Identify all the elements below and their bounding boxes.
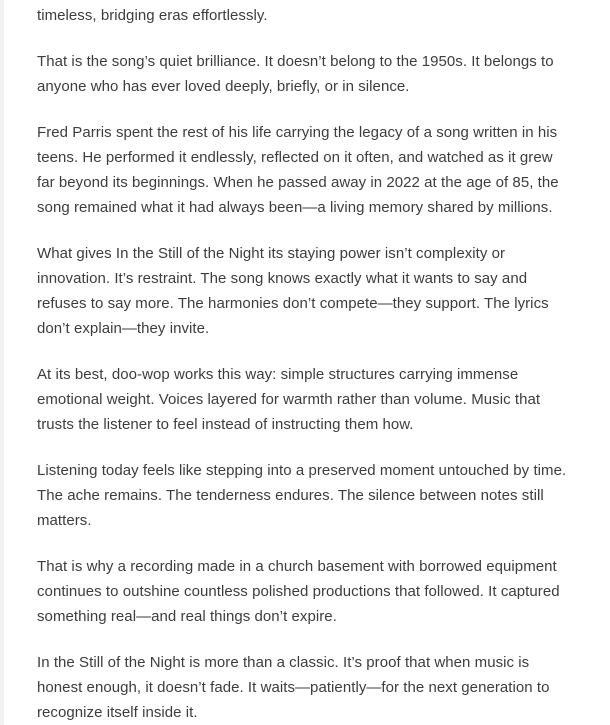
paragraph-1	[37, 3, 597, 28]
paragraph-4	[37, 241, 597, 341]
paragraph-line: At its best, doo-wop works this way: simple structures carrying immense	[37, 366, 519, 383]
page-left-border	[0, 0, 4, 725]
paragraph-line: something real—and real things don’t expire.	[37, 608, 337, 625]
paragraph-line: innovation. It’s restraint. The song knows exactly what it wants to say and	[37, 270, 528, 287]
article-body	[37, 3, 597, 725]
paragraph-line: Listening today feels like stepping into a preserved moment untouched by time.	[37, 462, 567, 479]
paragraph-5	[37, 362, 597, 437]
paragraph-line: honest enough, it doesn’t fade. It waits—patiently—for the next generation to	[37, 679, 550, 696]
paragraph-line: trusts the listener to feel instead of instructing them how.	[37, 416, 414, 433]
paragraph-line: song remained what it had always been—a living memory shared by millions.	[37, 199, 553, 216]
paragraph-line: In the Still of the Night is more than a classic. It’s proof that when music is	[37, 654, 530, 671]
paragraph-8	[37, 650, 597, 725]
paragraph-line: anyone who has ever loved deeply, briefly, or in silence.	[37, 78, 410, 95]
paragraph-line: matters.	[37, 512, 92, 529]
paragraph-line: That is the song’s quiet brilliance. It doesn’t belong to the 1950s. It belongs to	[37, 53, 554, 70]
paragraph-line: teens. He performed it endlessly, reflected on it often, and watched as it grew	[37, 149, 553, 166]
paragraph-line: refuses to say more. The harmonies don’t compete—they support. The lyrics	[37, 295, 549, 312]
paragraph-line: recognize itself inside it.	[37, 704, 198, 721]
paragraph-line: Fred Parris spent the rest of his life carrying the legacy of a song written in his	[37, 124, 558, 141]
paragraph-line: That is why a recording made in a church basement with borrowed equipment	[37, 558, 557, 575]
paragraph-line: far beyond its beginnings. When he passed away in 2022 at the age of 85, the	[37, 174, 559, 191]
paragraph-line: emotional weight. Voices layered for warmth rather than volume. Music that	[37, 391, 541, 408]
paragraph-3	[37, 120, 597, 220]
paragraph-7	[37, 554, 597, 629]
paragraph-line: don’t explain—they invite.	[37, 320, 210, 337]
paragraph-line: What gives In the Still of the Night its staying power isn’t complexity or	[37, 245, 506, 262]
paragraph-line: timeless, bridging eras effortlessly.	[37, 7, 268, 24]
paragraph-line: continues to outshine countless polished productions that followed. It captured	[37, 583, 560, 600]
paragraph-line: The ache remains. The tenderness endures. The silence between notes still	[37, 487, 544, 504]
paragraph-6	[37, 458, 597, 533]
paragraph-2	[37, 49, 597, 99]
